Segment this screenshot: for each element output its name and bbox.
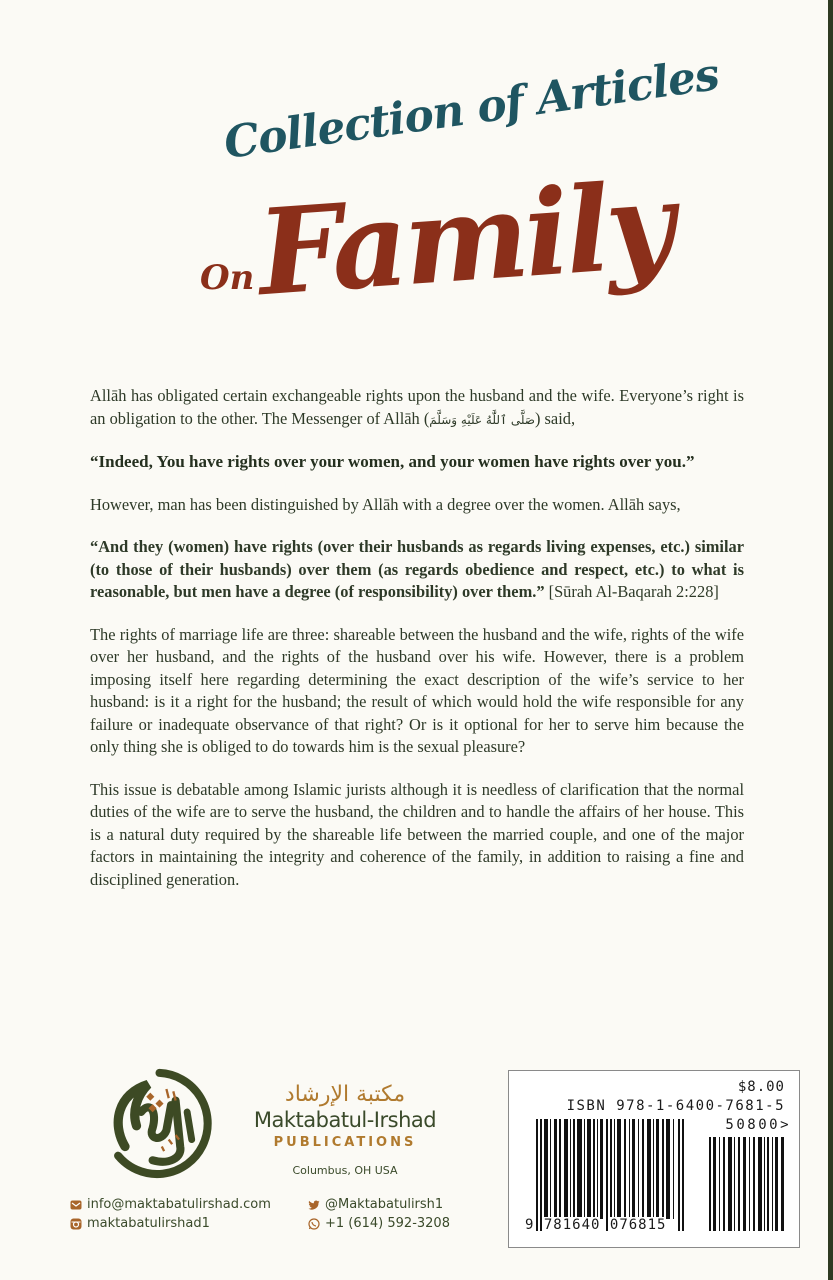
paragraph-degree: However, man has been distinguished by Allāh with a degree over the women. Allāh says, (90, 494, 681, 514)
publisher-subtitle: PUBLICATIONS (273, 1135, 417, 1150)
ean-left-group: 781640 (543, 1217, 601, 1233)
contact-instagram (70, 1216, 210, 1231)
ean-barcode-bars (536, 1119, 684, 1231)
email-icon (70, 1199, 82, 1211)
price-addon-code: 50800> (725, 1117, 791, 1133)
back-cover-text (90, 385, 744, 911)
arabic-honorific: صَلَّى ٱللَّٰهُ عَلَيْهِ وَسَلَّمَ (429, 412, 535, 427)
ean-right-group: 076815 (609, 1217, 667, 1233)
paragraph-intro (90, 385, 744, 431)
addon-barcode-bars (709, 1137, 785, 1231)
publisher-name: Maktabatul-Irshad (253, 1108, 437, 1132)
intro-text: Allāh has obligated certain exchangeable rights upon the husband and the wife. Everyone’s right is an obligation to the other. The Messenger of Allāh ( (90, 386, 744, 428)
publisher-block (80, 1060, 480, 1200)
email-address: info@maktabatulirshad.com (87, 1197, 271, 1212)
isbn-barcode (508, 1070, 800, 1248)
title-on-word: On (200, 258, 255, 298)
whatsapp-icon (308, 1218, 320, 1230)
contact-whatsapp (308, 1216, 450, 1231)
title-subheading: Collection of Articles (220, 49, 722, 169)
quran-quote-paragraph (90, 536, 744, 604)
publisher-arabic-name: مكتبة الإرشاد (284, 1082, 406, 1107)
instagram-handle: maktabatulirshad1 (87, 1216, 210, 1231)
paragraph-jurists: This issue is debatable among Islamic jurists although it is needless of clarification that the normal duties of the wife are to serve the husband, the children and to handle the affairs of her house. This is a natural duty required by the shareable life between the married couple, and one of the major factors in maintaining the integrity and coherence of the family, in addition to raising a fine and disciplined generation. (90, 779, 744, 889)
cover-title (0, 49, 833, 323)
ean-digits (525, 1217, 666, 1233)
twitter-handle: @Maktabatulirsh1 (325, 1197, 444, 1212)
contact-twitter (308, 1197, 443, 1212)
quran-reference: [Sūrah Al-Baqarah 2:228] (544, 582, 719, 601)
isbn-number: ISBN 978-1-6400-7681-5 (566, 1098, 785, 1114)
paragraph-rights: The rights of marriage life are three: shareable between the husband and the wife, rights of the wife over her husband, and the rights of the husband over his wife. However, there is a problem imposing itself here regarding determining the exact description of the wife’s service to her husband: is it a right for the husband; the result of which would hold the wife responsible for any failure or inadequate observance of that right? Or is it optional for her to serve him because the only thing she is obliged to do towards him is the sexual pleasure? (90, 624, 744, 756)
intro-text-end: ) said, (534, 408, 576, 428)
hadith-quote: “Indeed, You have rights over your women, and your women have rights over you.” (90, 452, 695, 471)
instagram-icon (70, 1218, 82, 1230)
title-main-word: Family (253, 154, 676, 323)
calligraphy-logo-icon (102, 1066, 217, 1181)
quran-quote: “And they (women) have rights (over their husbands as regards living expenses, etc.) similar (to those of their husbands) over them (as regards obedience and respect, etc.) to what is reasonable, but men have a degree (of responsibility) over them.” (90, 537, 744, 601)
contact-email (70, 1197, 271, 1212)
twitter-icon (308, 1199, 320, 1211)
phone-number: +1 (614) 592-3208 (325, 1216, 450, 1231)
publisher-location: Columbus, OH USA (292, 1164, 398, 1177)
ean-first-digit: 9 (525, 1217, 535, 1233)
price-label: $8.00 (737, 1079, 785, 1095)
